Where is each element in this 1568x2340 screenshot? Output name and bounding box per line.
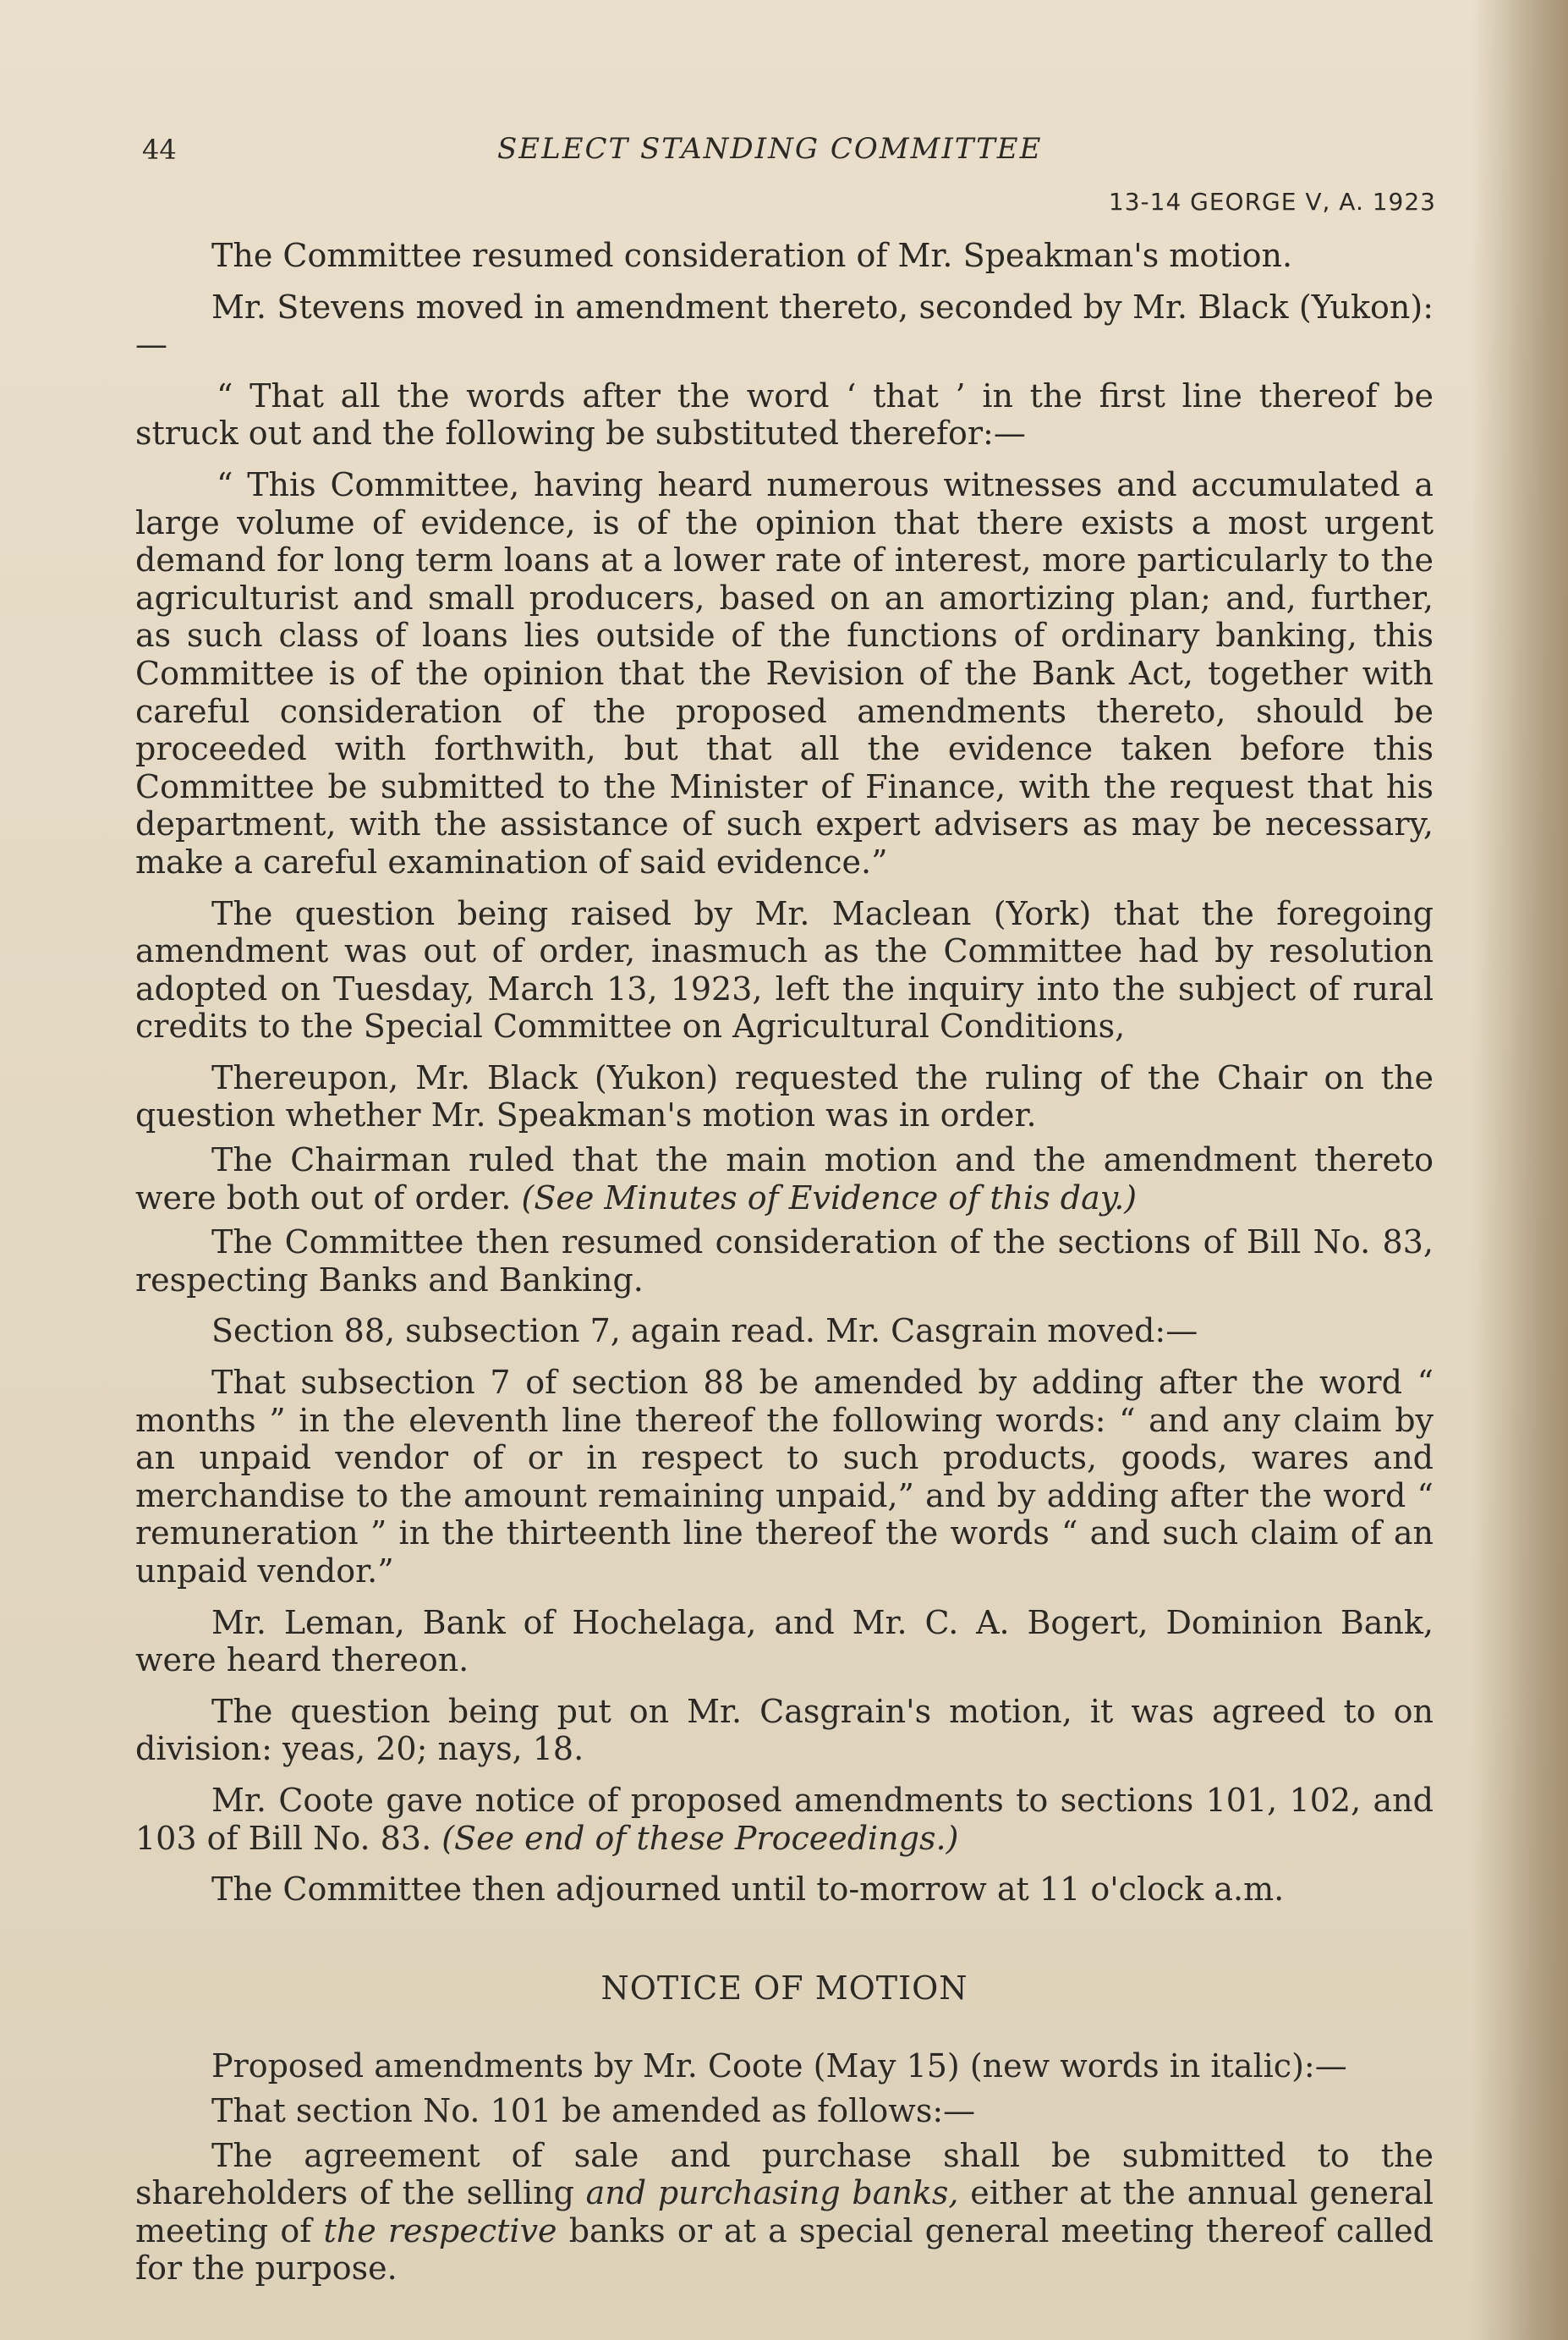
paragraph-text: either at the annual general meeting of	[135, 2174, 1434, 2249]
italic-new-words: and purchasing banks,	[585, 2174, 959, 2212]
paragraph-text: The Chairman ruled that the main motion and the amendment thereto were both out of order.	[135, 1141, 1434, 1217]
paragraph: The Committee then adjourned until to-morrow at 11 o'clock a.m.	[211, 1870, 1285, 1909]
section-heading: NOTICE OF MOTION	[600, 1969, 968, 2007]
paragraph: Mr. Stevens moved in amendment thereto, seconded by Mr. Black (Yukon):—	[135, 288, 1434, 364]
paragraph: That section No. 101 be amended as follows:—	[211, 2091, 976, 2129]
paragraph: The question being put on Mr. Casgrain's motion, it was agreed to on division: yeas, 20; nays, 18.	[135, 1692, 1434, 1768]
paragraph: The question being raised by Mr. Maclean (York) that the foregoing amendment was out of order, inasmuch as the Committee had by resolution adopted on Tuesday, March 13, 1923, left the inquiry into the subject of rural credits to the Special Committee on Agricultural Conditions,	[135, 894, 1434, 1046]
paragraph: The Committee then resumed consideration of the sections of Bill No. 83, respecting Banks and Banking.	[135, 1223, 1434, 1299]
paragraph-text: banks or at a special general meeting thereof called for the purpose.	[135, 2211, 1434, 2288]
running-title: SELECT STANDING COMMITTEE	[497, 132, 1043, 166]
page-body	[135, 237, 1434, 2301]
paragraph-text: Mr. Coote gave notice of proposed amendments to sections 101, 102, and 103 of Bill No. 83.	[135, 1781, 1434, 1857]
paragraph	[135, 2137, 1434, 2288]
paragraph: Section 88, subsection 7, again read. Mr. Casgrain moved:—	[211, 1312, 1198, 1350]
quoted-paragraph: “ This Committee, having heard numerous witnesses and accumulated a large volume of evidence, is of the opinion that there exists a most urgent demand for long term loans at a lower rate of interest, more particularly to the agriculturist and small producers, based on an amortizing plan; and, further, as such class of loans lies outside of the functions of ordinary banking, this Committee is of the opinion that the Revision of the Bank Act, together with careful consideration of the proposed amendments thereto, should be proceeded with forthwith, but that all the evidence taken before this Committee be submitted to the Minister of Finance, with the request that his department, with the assistance of such expert advisers as may be necessary, make a careful examination of said evidence.”	[135, 465, 1434, 881]
paragraph: Mr. Leman, Bank of Hochelaga, and Mr. C. A. Bogert, Dominion Bank, were heard thereon.	[135, 1603, 1434, 1679]
paragraph	[135, 1782, 1434, 1857]
page-header	[142, 129, 1436, 216]
paragraph-text: The agreement of sale and purchase shall be submitted to the shareholders of the selling	[135, 2136, 1434, 2212]
italic-new-words: the respective	[323, 2211, 557, 2249]
paragraph: Proposed amendments by Mr. Coote (May 15) (new words in italic):—	[211, 2047, 1347, 2085]
paragraph-italic-reference: (See Minutes of Evidence of this day.)	[521, 1178, 1138, 1217]
paragraph	[135, 1141, 1434, 1217]
page-number: 44	[142, 134, 177, 166]
session-line: 13-14 GEORGE V, A. 1923	[1108, 188, 1436, 216]
quoted-paragraph: “ That all the words after the word ‘ that ’ in the first line thereof be struck out and the following be substituted therefor:—	[135, 376, 1434, 453]
page-spine-shadow	[1509, 0, 1568, 2340]
paragraph-italic-reference: (See end of these Proceedings.)	[441, 1819, 959, 1857]
paragraph: That subsection 7 of section 88 be amended by adding after the word “ months ” in the eleventh line thereof the following words: “ and any claim by an unpaid vendor of or in respect to such products, goods, wares and merchandise to the amount remaining unpaid,” and by adding after the word “ remuneration ” in the thirteenth line thereof the words “ and such claim of an unpaid vendor.”	[135, 1364, 1434, 1590]
paragraph: Thereupon, Mr. Black (Yukon) requested the ruling of the Chair on the question whether Mr. Speakman's motion was in order.	[135, 1058, 1434, 1134]
paragraph: The Committee resumed consideration of Mr. Speakman's motion.	[211, 237, 1293, 274]
